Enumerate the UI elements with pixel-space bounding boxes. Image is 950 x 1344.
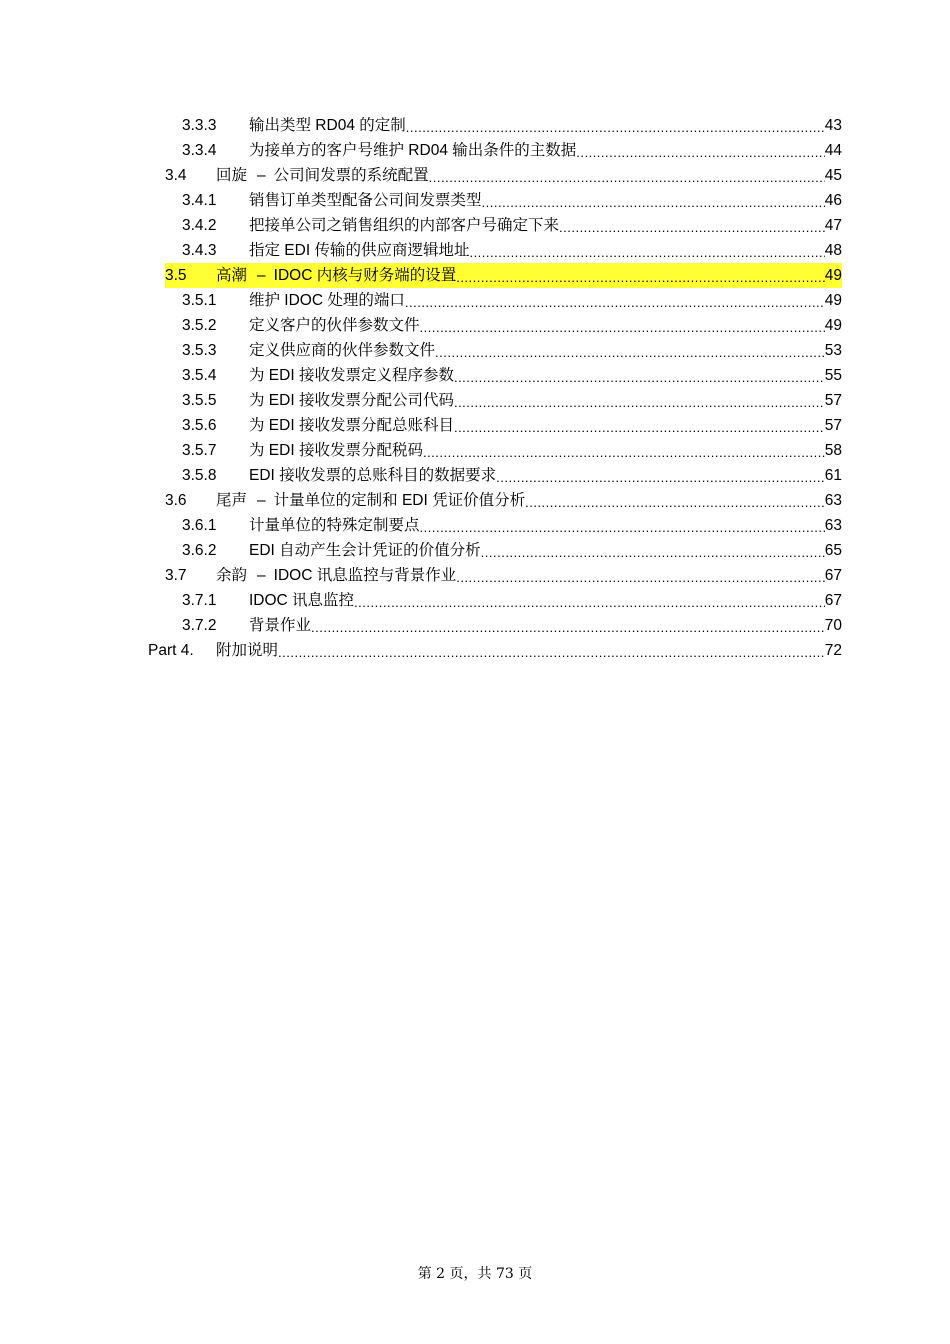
toc-number: 3.5: [165, 267, 187, 284]
toc-page-number: 43: [824, 117, 842, 134]
toc-title: [216, 563, 456, 588]
toc-title-main: 高潮: [216, 267, 248, 284]
dot-leader: [454, 388, 825, 413]
dot-leader: [423, 438, 825, 463]
toc-number: 3.5.7: [182, 442, 217, 459]
toc-number: 3.5.4: [182, 367, 217, 384]
toc-title: 定义客户的伙伴参数文件: [249, 317, 420, 334]
toc-entry-3-5-4[interactable]: [0, 363, 950, 388]
toc-entry-3-6-1[interactable]: [0, 513, 950, 538]
toc-page-number: 49: [824, 267, 842, 284]
dot-leader: [454, 413, 825, 438]
toc-page-number: 49: [824, 292, 842, 309]
toc-page-number: 57: [824, 417, 842, 434]
toc-entry-3-4-2[interactable]: [0, 213, 950, 238]
toc-title: 销售订单类型配备公司间发票类型: [249, 192, 482, 209]
toc-title-main: 回旋: [216, 167, 248, 184]
toc-entry-3-7[interactable]: [0, 563, 950, 588]
toc-title: IDOC 讯息监控: [249, 592, 355, 609]
toc-page-number: 61: [824, 467, 842, 484]
toc-entry-3-4-3[interactable]: [0, 238, 950, 263]
toc-entry-3-5-2[interactable]: [0, 313, 950, 338]
dot-leader: [420, 513, 825, 538]
toc-title: [216, 263, 456, 288]
toc-number: 3.4.1: [182, 192, 217, 209]
toc-number: Part 4.: [148, 642, 194, 659]
toc-entry-part-4[interactable]: [0, 638, 950, 663]
toc-title-sub: 公司间发票的系统配置: [273, 167, 429, 184]
toc-page-number: 47: [824, 217, 842, 234]
toc-title: 为 EDI 接收发票定义程序参数: [249, 367, 454, 384]
toc-title: 为 EDI 接收发票分配总账科目: [249, 417, 454, 434]
toc-number: 3.5.8: [182, 467, 217, 484]
dot-leader: [559, 213, 825, 238]
table-of-contents: [0, 113, 950, 663]
toc-title-sub: IDOC 讯息监控与背景作业: [273, 567, 457, 584]
toc-page-number: 53: [824, 342, 842, 359]
toc-entry-3-5-1[interactable]: [0, 288, 950, 313]
toc-title-sub: 计量单位的定制和 EDI 凭证价值分析: [273, 492, 526, 509]
toc-title-separator: –: [257, 167, 266, 184]
dot-leader: [525, 488, 825, 513]
toc-entry-3-3-4[interactable]: [0, 138, 950, 163]
toc-page-number: 55: [824, 367, 842, 384]
toc-entry-3-6[interactable]: [0, 488, 950, 513]
toc-title: 为 EDI 接收发票分配税码: [249, 442, 423, 459]
toc-number: 3.5.6: [182, 417, 217, 434]
toc-page-number: 46: [824, 192, 842, 209]
toc-page-number: 58: [824, 442, 842, 459]
toc-page-number: 45: [824, 167, 842, 184]
dot-leader: [496, 463, 825, 488]
toc-entry-3-6-2[interactable]: [0, 538, 950, 563]
toc-title: 定义供应商的伙伴参数文件: [249, 342, 436, 359]
toc-page-number: 72: [824, 642, 842, 659]
dot-leader: [278, 638, 825, 663]
toc-number: 3.4: [165, 167, 187, 184]
toc-title-main: 尾声: [216, 492, 248, 509]
toc-entry-3-4[interactable]: [0, 163, 950, 188]
toc-page-number: 48: [824, 242, 842, 259]
toc-entry-3-5-5[interactable]: [0, 388, 950, 413]
toc-number: 3.4.2: [182, 217, 217, 234]
toc-title: [216, 163, 429, 188]
toc-entry-3-5-6[interactable]: [0, 413, 950, 438]
toc-entry-3-7-2[interactable]: [0, 613, 950, 638]
toc-number: 3.4.3: [182, 242, 217, 259]
toc-title: 维护 IDOC 处理的端口: [249, 292, 405, 309]
toc-page-number: 57: [824, 392, 842, 409]
dot-leader: [405, 288, 825, 313]
dot-leader: [482, 188, 825, 213]
highlight-band: [165, 263, 842, 288]
toc-number: 3.5.1: [182, 292, 217, 309]
dot-leader: [406, 113, 825, 138]
dot-leader: [311, 613, 825, 638]
dot-leader: [481, 538, 825, 563]
toc-page-number: 67: [824, 567, 842, 584]
dot-leader: [420, 313, 825, 338]
toc-number: 3.5.3: [182, 342, 217, 359]
dot-leader: [456, 263, 825, 288]
toc-number: 3.6.1: [182, 517, 217, 534]
toc-number: 3.6: [165, 492, 187, 509]
toc-title-sub: IDOC 内核与财务端的设置: [273, 267, 457, 284]
toc-title: 把接单公司之销售组织的内部客户号确定下来: [249, 217, 560, 234]
toc-entry-3-5[interactable]: [0, 263, 950, 288]
toc-title: 指定 EDI 传输的供应商逻辑地址: [249, 242, 470, 259]
toc-title: EDI 自动产生会计凭证的价值分析: [249, 542, 481, 559]
toc-number: 3.5.2: [182, 317, 217, 334]
toc-title: [216, 488, 525, 513]
toc-number: 3.7.1: [182, 592, 217, 609]
toc-title: EDI 接收发票的总账科目的数据要求: [249, 467, 497, 484]
toc-number: 3.3.3: [182, 117, 217, 134]
toc-number: 3.6.2: [182, 542, 217, 559]
toc-entry-3-5-7[interactable]: [0, 438, 950, 463]
toc-title-separator: –: [257, 567, 266, 584]
toc-entry-3-3-3[interactable]: [0, 113, 950, 138]
page-footer: 第 2 页，共 73 页: [417, 1266, 533, 1282]
toc-entry-3-7-1[interactable]: [0, 588, 950, 613]
toc-title: 为 EDI 接收发票分配公司代码: [249, 392, 454, 409]
toc-title-separator: –: [257, 492, 266, 509]
toc-title: 计量单位的特殊定制要点: [249, 517, 420, 534]
dot-leader: [456, 563, 825, 588]
toc-page-number: 44: [824, 142, 842, 159]
toc-page-number: 67: [824, 592, 842, 609]
toc-entry-3-5-3[interactable]: [0, 338, 950, 363]
toc-title-separator: –: [257, 267, 266, 284]
dot-leader: [469, 238, 824, 263]
toc-entry-3-5-8[interactable]: [0, 463, 950, 488]
toc-title: 背景作业: [249, 617, 312, 634]
toc-page-number: 63: [824, 492, 842, 509]
toc-title: 附加说明: [216, 642, 279, 659]
toc-number: 3.3.4: [182, 142, 217, 159]
toc-entry-3-4-1[interactable]: [0, 188, 950, 213]
toc-title-main: 余韵: [216, 567, 248, 584]
toc-page-number: 49: [824, 317, 842, 334]
toc-number: 3.5.5: [182, 392, 217, 409]
toc-page-number: 70: [824, 617, 842, 634]
dot-leader: [429, 163, 825, 188]
dot-leader: [435, 338, 825, 363]
dot-leader: [354, 588, 825, 613]
dot-leader: [576, 138, 825, 163]
toc-number: 3.7: [165, 567, 187, 584]
dot-leader: [454, 363, 825, 388]
toc-page-number: 63: [824, 517, 842, 534]
toc-title: 为接单方的客户号维护 RD04 输出条件的主数据: [249, 142, 577, 159]
toc-page-number: 65: [824, 542, 842, 559]
toc-number: 3.7.2: [182, 617, 217, 634]
toc-title: 输出类型 RD04 的定制: [249, 117, 406, 134]
